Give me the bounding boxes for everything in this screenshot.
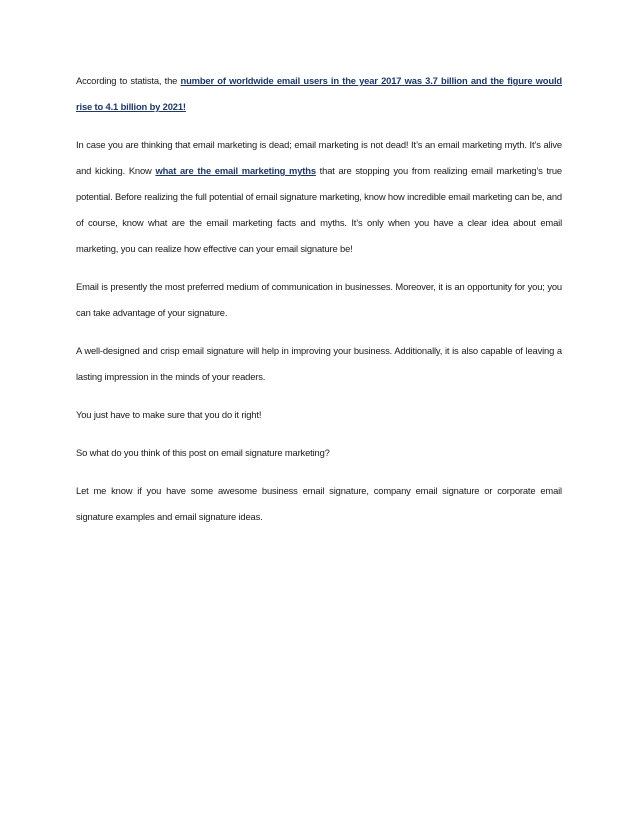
paragraph-preferred-medium: Email is presently the most preferred medium of communication in businesses. Moreover, it is an opportunity for you; you can take advantage of your signature. xyxy=(76,281,562,318)
paragraph-do-it-right: You just have to make sure that you do it right! xyxy=(76,409,262,420)
paragraph-well-designed-signature: A well-designed and crisp email signature will help in improving your business. Additionally, it is also capable of leaving a lasting impression in the minds of your readers. xyxy=(76,345,562,382)
paragraph-text: that are stopping you from realizing email marketing’s true potential. Before realizing the full potential of email signature marketing, know how incredible email marketing can be, and of course, know what are the email marketing facts and myths. It’s only when you have a clear idea about email marketing, you can realize how effective can your email signature be! xyxy=(76,165,562,254)
email-users-statistic-link[interactable]: number of worldwide email users in the year 2017 was 3.7 billion and the figure would rise to 4.1 billion by 2021! xyxy=(76,75,562,112)
email-marketing-myths-link[interactable]: what are the email marketing myths xyxy=(155,165,316,176)
paragraph-let-me-know: Let me know if you have some awesome business email signature, company email signature or corporate email signature examples and email signature ideas. xyxy=(76,485,562,522)
paragraph-question: So what do you think of this post on email signature marketing? xyxy=(76,447,330,458)
paragraph-statista xyxy=(76,68,562,120)
paragraph-text: According to statista, the xyxy=(76,75,181,86)
document-body xyxy=(76,68,562,542)
paragraph-text: In case you are thinking that email marketing is dead; email marketing is not dead! It’s an email marketing myth. It’s alive and kicking. Know xyxy=(76,139,562,176)
paragraph-email-marketing-myth xyxy=(76,132,562,262)
